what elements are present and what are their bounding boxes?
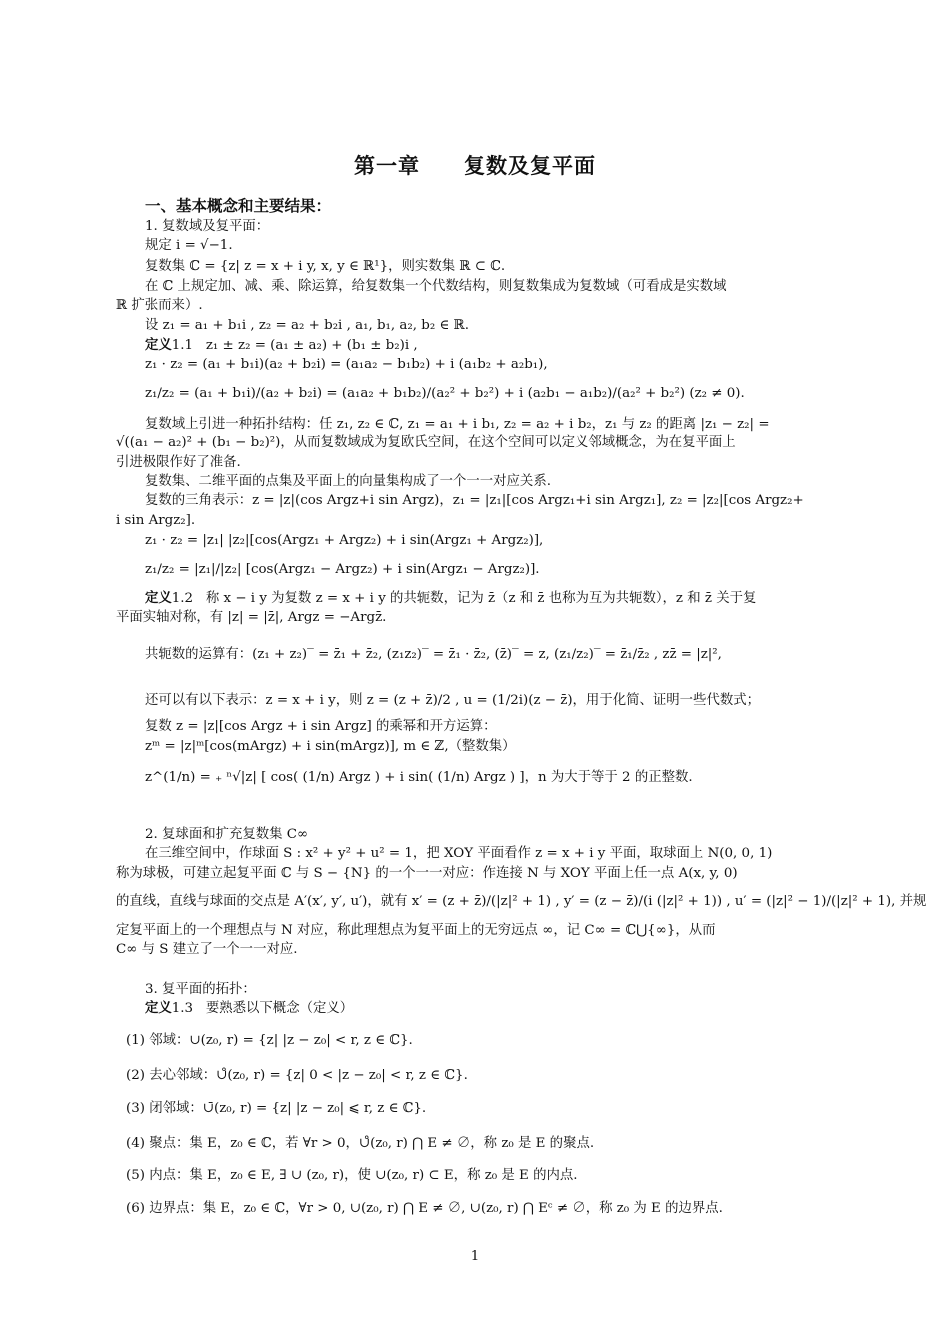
concept-accumulation-point: (4) 聚点：集 E，z₀ ∈ ℂ，若 ∀r > 0，∪̊(z₀, r) ⋂ E ≠ ∅，称 z₀ 是 E 的聚点.: [126, 1136, 595, 1151]
trig-multiplication: z₁ · z₂ = |z₁| |z₂|[cos(Argz₁ + Argz₂) + i sin(Argz₁ + Argz₂)],: [145, 533, 544, 548]
concept-neighborhood: (1) 邻域：∪(z₀, r) = {z| |z − z₀| < r, z ∈ ℂ}.: [126, 1033, 413, 1048]
conjugate-operations: 共轭数的运算有：(z₁ + z₂)‾ = z̄₁ + z̄₂, (z₁z₂)‾ = z̄₁ · z̄₂, (z̄)‾ = z, (z₁/z₂)‾ = z̄₁/z̄₂ , zz̄ = |z|²,: [145, 647, 722, 662]
sub1-heading: 1. 复数域及复平面：: [145, 219, 270, 234]
sub1-line-1: 规定 i = √−1.: [145, 238, 233, 253]
definition-text: 称 x − i y 为复数 z = x + i y 的共轭数，记为 z̄（z 和 z̄ 也称为互为共轭数），z 和 z̄ 关于复: [205, 591, 757, 606]
definition-number: 1.1: [171, 338, 194, 353]
expression-line: 还可以有以下表示：z = x + i y，则 z = (z + z̄)/2 , u = (1/2i)(z − z̄)，用于化简、证明一些代数式；: [145, 693, 761, 708]
power-root-intro: 复数 z = |z|[cos Argz + i sin Argz] 的乘幂和开方运算：: [145, 719, 497, 734]
sub2-line-4: 定复平面上的一个理想点与 N 对应，称此理想点为复平面上的无穷远点 ∞，记 C∞ = ℂ⋃{∞}，从而: [116, 923, 716, 938]
topology-line-1: 复数域上引进一种拓扑结构：任 z₁, z₂ ∈ ℂ, z₁ = a₁ + i b₁, z₂ = a₂ + i b₂，z₁ 与 z₂ 的距离 |z₁ − z₂| =: [145, 417, 770, 432]
sub1-line-3: 在 ℂ 上规定加、减、乘、除运算，给复数集一个代数结构，则复数集成为复数域（可看成是实数域: [145, 279, 727, 294]
trig-division: z₁/z₂ = |z₁|/|z₂| [cos(Argz₁ − Argz₂) + i sin(Argz₁ − Argz₂)].: [145, 562, 540, 577]
concept-closed-neighborhood: (3) 闭邻域：∪̄(z₀, r) = {z| |z − z₀| ⩽ r, z ∈ ℂ}.: [126, 1101, 427, 1116]
sub2-line-1: 在三维空间中，作球面 S : x² + y² + u² = 1，把 XOY 平面看作 z = x + i y 平面，取球面上 N(0, 0, 1): [145, 846, 773, 861]
sub2-line-3: 的直线，直线与球面的交点是 A′(x′, y′, u′)，就有 x′ = (z + z̄)/(|z|² + 1) , y′ = (z − z̄)/(i (|z|² + 1)) , u′ = (|z|² − 1)/(|z|² + 1), 并规: [116, 894, 927, 909]
multiplication-formula: z₁ · z₂ = (a₁ + b₁i)(a₂ + b₂i) = (a₁a₂ − b₁b₂) + i (a₁b₂ + a₂b₁),: [145, 357, 548, 372]
power-formula: zᵐ = |z|ᵐ[cos(mArgz) + i sin(mArgz)], m ∈ ℤ,（整数集）: [145, 739, 516, 754]
trig-line-2: i sin Argz₂].: [116, 513, 196, 528]
sub2-heading: 2. 复球面和扩充复数集 C∞: [145, 827, 309, 842]
sub1-line-4: ℝ 扩张而来）.: [116, 298, 203, 313]
definition-label: 定义: [145, 591, 172, 606]
definition-number: 1.3: [171, 1001, 194, 1016]
division-formula: z₁/z₂ = (a₁ + b₁i)/(a₂ + b₂i) = (a₁a₂ + b₁b₂)/(a₂² + b₂²) + i (a₂b₁ − a₁b₂)/(a₂² + b₂²) (z₂ ≠ 0).: [145, 386, 745, 401]
concept-punctured-neighborhood: (2) 去心邻域：∪̊(z₀, r) = {z| 0 < |z − z₀| < r, z ∈ ℂ}.: [126, 1068, 468, 1083]
sub2-line-2: 称为球极，可建立起复平面 ℂ 与 S − {N} 的一个一一对应：作连接 N 与 XOY 平面上任一点 A(x, y, 0): [116, 866, 738, 881]
concept-interior-point: (5) 内点：集 E，z₀ ∈ E, ∃ ∪ (z₀, r)，使 ∪(z₀, r) ⊂ E，称 z₀ 是 E 的内点.: [126, 1168, 578, 1183]
definition-text: z₁ ± z₂ = (a₁ ± a₂) + (b₁ ± b₂)i ,: [205, 338, 418, 353]
definition-1-2-cont: 平面实轴对称，有 |z| = |z̄|, Argz = −Argz̄.: [116, 610, 387, 625]
topology-line-2: √((a₁ − a₂)² + (b₁ − b₂)²)，从而复数域成为复欧氏空间，在这个空间可以定义邻域概念，为在复平面上: [116, 435, 736, 450]
definition-number: 1.2: [171, 591, 194, 606]
definition-1-1: [145, 337, 418, 354]
concept-boundary-point: (6) 边界点：集 E，z₀ ∈ ℂ，∀r > 0, ∪(z₀, r) ⋂ E ≠ ∅, ∪(z₀, r) ⋂ Eᶜ ≠ ∅，称 z₀ 为 E 的边界点.: [126, 1201, 723, 1216]
sub3-heading: 3. 复平面的拓扑：: [145, 982, 256, 997]
chapter-title: 第一章 复数及复平面: [354, 154, 596, 178]
trig-line-1: 复数的三角表示：z = |z|(cos Argz+i sin Argz)，z₁ = |z₁|[cos Argz₁+i sin Argz₁], z₂ = |z₂|[cos Argz₂+: [145, 493, 804, 508]
definition-text: 要熟悉以下概念（定义）: [205, 1001, 354, 1016]
topology-line-3: 引进极限作好了准备.: [116, 455, 241, 470]
definition-label: 定义: [145, 1001, 172, 1016]
sub1-line-5: 设 z₁ = a₁ + b₁i , z₂ = a₂ + b₂i , a₁, b₁, a₂, b₂ ∈ ℝ.: [145, 318, 470, 333]
section-heading: 一、基本概念和主要结果：: [145, 197, 332, 215]
definition-label: 定义: [145, 338, 172, 353]
correspondence-line: 复数集、二维平面的点集及平面上的向量集构成了一个一一对应关系.: [145, 474, 551, 489]
definition-1-3: [145, 1000, 353, 1017]
sub1-line-2: 复数集 ℂ = {z| z = x + i y, x, y ∈ ℝ¹}，则实数集 ℝ ⊂ ℂ.: [145, 259, 506, 274]
page-number: 1: [470, 1249, 480, 1264]
definition-1-2: [145, 590, 756, 607]
root-formula: z^(1/n) = ₊ ⁿ√|z| [ cos( (1/n) Argz ) + i sin( (1/n) Argz ) ]，n 为大于等于 2 的正整数.: [145, 770, 693, 785]
sub2-line-5: C∞ 与 S 建立了一个一一对应.: [116, 942, 298, 957]
